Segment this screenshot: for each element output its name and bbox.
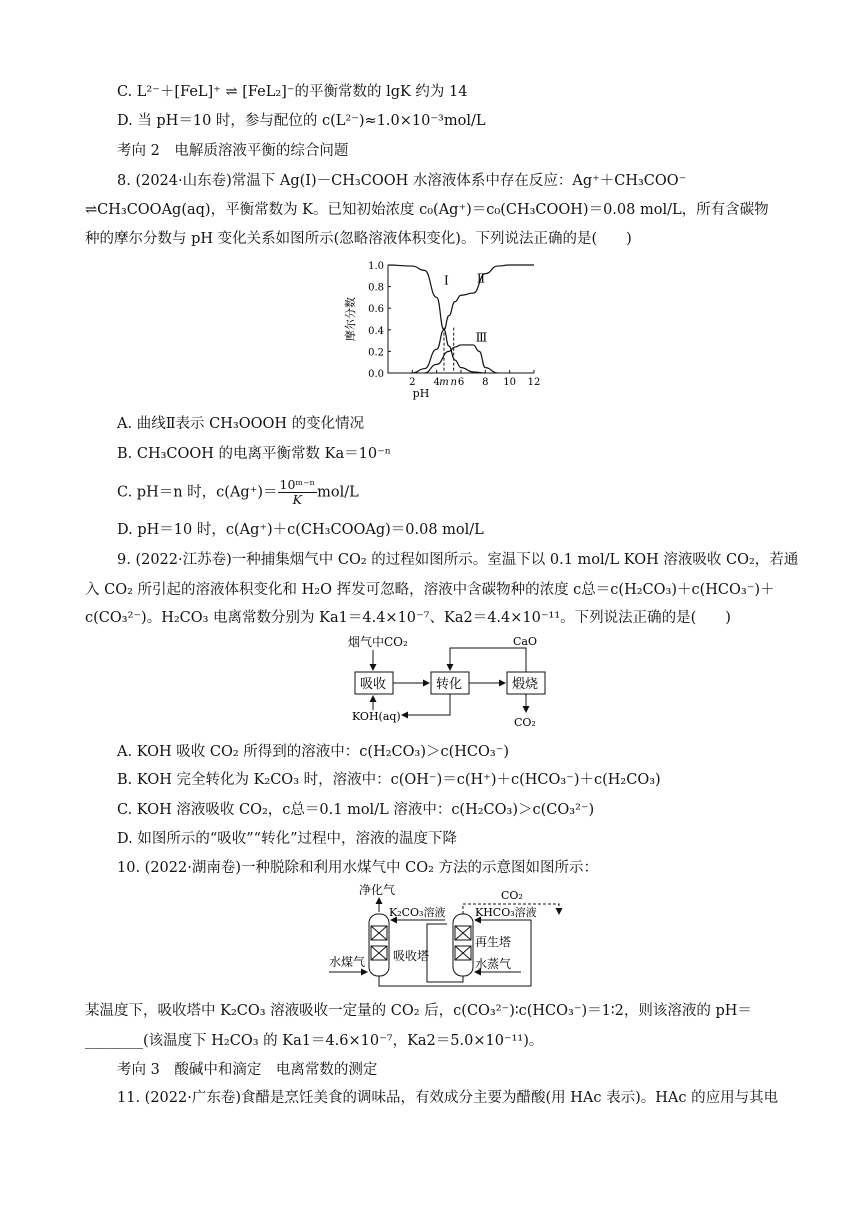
option-d-q7: D. 当 pH＝10 时，参与配位的 c(L²⁻)≈1.0×10⁻³mol/L xyxy=(117,113,486,129)
q10-condition-line1: 某温度下，吸收塔中 K₂CO₃ 溶液吸收一定量的 CO₂ 后，c(CO₃²⁻)∶c(HCO₃⁻)＝1∶2，则该溶液的 pH＝ xyxy=(85,1003,752,1019)
steam-label: 水蒸气 xyxy=(475,957,512,971)
x-tick-label: m xyxy=(439,377,449,388)
x-tick-label: 4 xyxy=(433,377,440,388)
q8-stem-line2: ⇌CH₃COOAg(aq)，平衡常数为 K。已知初始浓度 c₀(Ag⁺)＝c₀(CH₃COOH)＝0.08 mol/L，所有含碳物 xyxy=(85,202,769,218)
q10-condition-line2: ________(该温度下 H₂CO₃ 的 Ka1＝4.6×10⁻⁷，Ka2＝5.0×10⁻¹¹)。 xyxy=(85,1033,544,1049)
q10-stem: 10. (2022·湖南卷)一种脱除和利用水煤气中 CO₂ 方法的示意图如图所示： xyxy=(117,860,599,876)
curve-label: Ⅱ xyxy=(476,271,485,286)
y-tick-label: 1.0 xyxy=(368,261,384,272)
regenerator-tower xyxy=(453,914,473,976)
q8-stem-line1: 8. (2024·山东卷)常温下 Ag(Ⅰ)－CH₃COOH 水溶液体系中存在反应：Ag⁺＋CH₃COO⁻ xyxy=(117,173,687,189)
chart-axis-lines xyxy=(388,265,534,373)
option-c-q8-unit: mol/L xyxy=(317,484,359,501)
fraction-denominator: K xyxy=(292,492,302,507)
curve-label: Ⅰ xyxy=(443,273,449,288)
co2-removal-towers-diagram xyxy=(325,882,575,994)
option-b-q9: B. KOH 完全转化为 K₂CO₃ 时，溶液中：c(OH⁻)＝c(H⁺)＋c(HCO₃⁻)＋c(H₂CO₃) xyxy=(117,772,661,788)
x-axis-label: pH xyxy=(412,387,430,400)
fraction xyxy=(278,478,318,507)
flue-gas-co2-label: 烟气中CO₂ xyxy=(348,635,408,649)
k2co3-label: K₂CO₃溶液 xyxy=(389,906,446,919)
option-c-q9: C. KOH 溶液吸收 CO₂，c总＝0.1 mol/L 溶液中：c(H₂CO₃)＞c(CO₃²⁻) xyxy=(117,802,595,818)
convert-label: 转化 xyxy=(436,677,463,692)
x-tick-label: 10 xyxy=(503,377,517,388)
y-tick-label: 0.6 xyxy=(368,304,384,316)
calcine-label: 煅烧 xyxy=(512,677,539,692)
x-tick-label: 6 xyxy=(457,377,465,388)
clean-gas-label: 净化气 xyxy=(359,883,396,897)
option-d-q9: D. 如图所示的“吸收”“转化”过程中，溶液的温度下降 xyxy=(117,831,457,847)
option-d-q8: D. pH＝10 时，c(Ag⁺)＋c(CH₃COOAg)＝0.08 mol/L xyxy=(117,522,484,538)
y-tick-label: 0.0 xyxy=(368,369,384,380)
series-curve-Ⅰ xyxy=(388,265,485,373)
option-a-q9: A. KOH 吸收 CO₂ 所得到的溶液中：c(H₂CO₃)＞c(HCO₃⁻) xyxy=(117,744,510,760)
section-heading-3: 考向 3 酸碱中和滴定 电离常数的测定 xyxy=(117,1062,378,1078)
curve-label: Ⅲ xyxy=(475,330,488,345)
series-curve-Ⅱ xyxy=(412,265,534,373)
option-a-q8: A. 曲线Ⅱ表示 CH₃OOOH 的变化情况 xyxy=(117,416,365,432)
section-heading-2: 考向 2 电解质溶液平衡的综合问题 xyxy=(117,143,349,159)
absorber-tower xyxy=(369,914,389,976)
absorber-label: 吸收塔 xyxy=(393,949,430,963)
co2-capture-flow-diagram xyxy=(330,632,570,732)
y-tick-label: 0.8 xyxy=(368,282,384,294)
q9-stem-line1: 9. (2022·江苏卷)一种捕集烟气中 CO₂ 的过程如图所示。室温下以 0.1 mol/L KOH 溶液吸收 CO₂，若通 xyxy=(117,552,799,568)
x-tick-label: 2 xyxy=(409,377,416,388)
x-tick-label: n xyxy=(450,377,457,388)
option-c-q8 xyxy=(117,478,359,507)
mole-fraction-chart xyxy=(340,256,550,406)
absorb-label: 吸收 xyxy=(360,677,387,692)
regenerator-label: 再生塔 xyxy=(475,935,512,949)
q9-stem-line3: c(CO₃²⁻)。H₂CO₃ 电离常数分别为 Ka1＝4.4×10⁻⁷、Ka2＝4.4×10⁻¹¹。下列说法正确的是( ) xyxy=(85,610,731,626)
fraction-numerator: 10ᵐ⁻ⁿ xyxy=(279,477,316,492)
x-tick-label: 12 xyxy=(527,377,541,388)
option-b-q8: B. CH₃COOH 的电离平衡常数 Ka＝10⁻ⁿ xyxy=(117,446,392,462)
option-c-q7: C. L²⁻＋[FeL]⁺ ⇌ [FeL₂]⁻的平衡常数的 lgK 约为 14 xyxy=(117,84,468,100)
khco3-label: KHCO₃溶液 xyxy=(475,906,537,919)
q9-stem-line2: 入 CO₂ 所引起的溶液体积变化和 H₂O 挥发可忽略，溶液中含碳物种的浓度 c总＝c(H₂CO₃)＋c(HCO₃⁻)＋ xyxy=(85,582,775,598)
co2-label: CO₂ xyxy=(501,889,523,902)
co2-out-label: CO₂ xyxy=(514,716,536,729)
koh-label: KOH(aq) xyxy=(352,710,401,723)
y-tick-label: 0.4 xyxy=(368,325,384,337)
q11-stem: 11. (2022·广东卷)食醋是烹饪美食的调味品，有效成分主要为醋酸(用 HAc 表示)。HAc 的应用与其电 xyxy=(117,1090,779,1106)
x-tick-label: 8 xyxy=(482,377,489,388)
cao-label: CaO xyxy=(513,635,537,648)
q8-stem-line3: 种的摩尔分数与 pH 变化关系如图所示(忽略溶液体积变化)。下列说法正确的是( ) xyxy=(85,231,632,247)
y-axis-label: 摩尔分数 xyxy=(344,297,357,341)
option-c-q8-prefix: C. pH＝n 时，c(Ag⁺)＝ xyxy=(117,484,278,501)
y-tick-label: 0.2 xyxy=(368,347,384,359)
water-gas-label: 水煤气 xyxy=(329,955,366,969)
